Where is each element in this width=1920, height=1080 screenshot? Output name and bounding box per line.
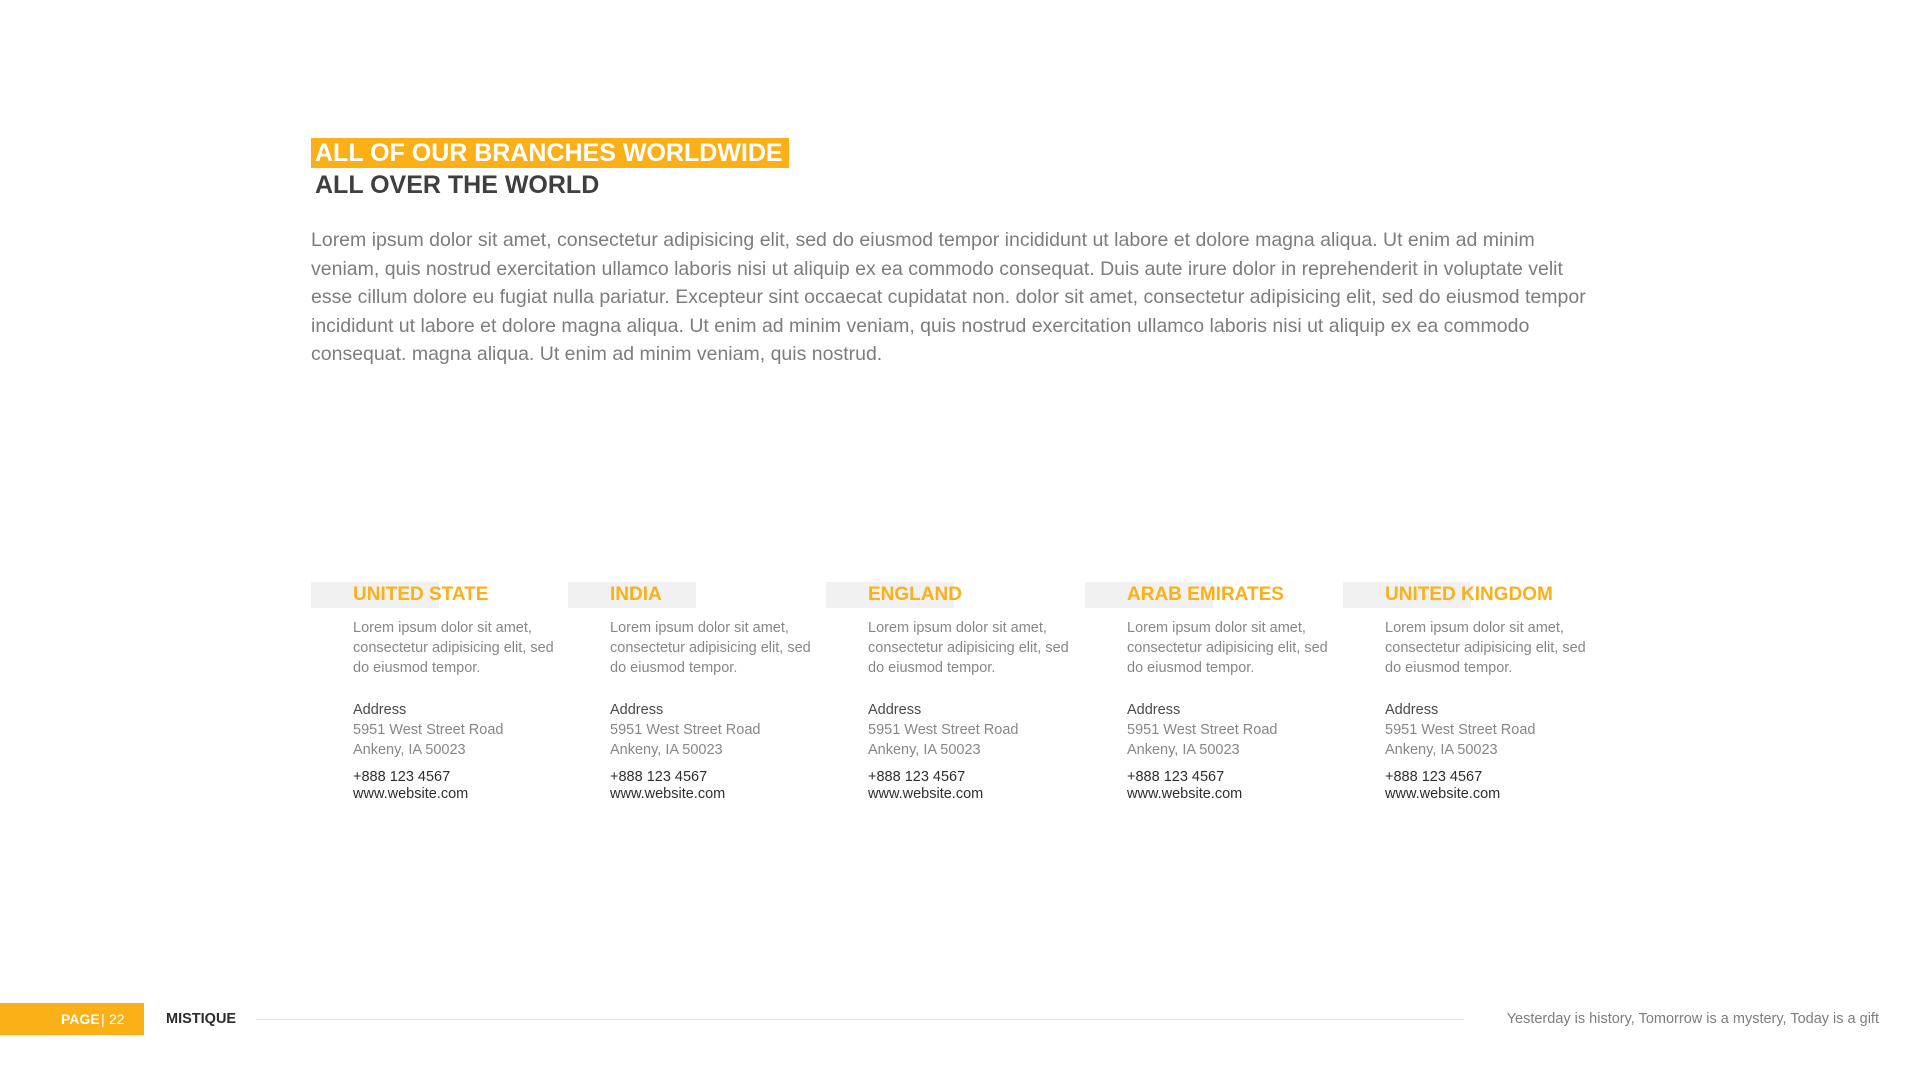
branch-website: www.website.com — [868, 786, 984, 802]
branch-website: www.website.com — [610, 786, 726, 802]
branch-description: Lorem ipsum dolor sit amet, consectetur adipisicing elit, sed do eiusmod tempor. — [610, 620, 811, 676]
footer-quote: Yesterday is history, Tomorrow is a mystery, Today is a gift — [1506, 1011, 1879, 1027]
branch-name: UNITED KINGDOM — [1385, 584, 1553, 605]
brand-name: MISTIQUE — [166, 1011, 237, 1027]
branch-phone: +888 123 4567 — [353, 769, 451, 785]
branch-phone: +888 123 4567 — [610, 769, 708, 785]
branch-name: ENGLAND — [868, 584, 962, 605]
branch-address-label: Address — [353, 702, 407, 718]
branch-website: www.website.com — [353, 786, 469, 802]
branch-name: ARAB EMIRATES — [1127, 584, 1284, 605]
branch-name: UNITED STATE — [353, 584, 489, 605]
page-separator: | — [101, 1011, 105, 1027]
branch-address-line: 5951 West Street Road — [610, 722, 761, 738]
branch-description: Lorem ipsum dolor sit amet, consectetur adipisicing elit, sed do eiusmod tempor. — [868, 620, 1069, 676]
branch-phone: +888 123 4567 — [868, 769, 966, 785]
branch-phone: +888 123 4567 — [1385, 769, 1483, 785]
branch-card-united-kingdom — [1343, 582, 1593, 822]
branch-card-india — [568, 582, 818, 822]
branch-address-label: Address — [1385, 702, 1439, 718]
branch-address-line: Ankeny, IA 50023 — [1127, 742, 1240, 758]
page-subtitle: ALL OVER THE WORLD — [315, 171, 600, 199]
intro-paragraph: Lorem ipsum dolor sit amet, consectetur adipisicing elit, sed do eiusmod tempor incididunt ut labore et dolore magna aliqua. Ut enim ad minim veniam, quis nostrud exercitation ullamco laboris nisi ut aliquip ex ea commodo consequat. Duis aute irure dolor in reprehenderit in voluptate velit esse cillum dolore eu fugiat nulla pariatur. Excepteur sint occaecat cupidatat non. dolor sit amet, consectetur adipisicing elit, sed do eiusmod tempor incididunt ut labore et dolore magna aliqua. Ut enim ad minim veniam, quis nostrud exercitation ullamco laboris nisi ut aliquip ex ea commodo consequat. magna aliqua. Ut enim ad minim veniam, quis nostrud. — [311, 229, 1586, 365]
branch-website: www.website.com — [1385, 786, 1501, 802]
branch-address-line: Ankeny, IA 50023 — [610, 742, 723, 758]
branch-list — [311, 582, 1601, 822]
branch-address-line: 5951 West Street Road — [1385, 722, 1536, 738]
branch-address-label: Address — [1127, 702, 1181, 718]
branch-address-line: 5951 West Street Road — [868, 722, 1019, 738]
branch-address-label: Address — [610, 702, 664, 718]
branch-card-england — [826, 582, 1076, 822]
branch-address-line: 5951 West Street Road — [1127, 722, 1278, 738]
page-label: PAGE — [61, 1011, 100, 1027]
branch-card-arab-emirates — [1085, 582, 1335, 822]
branch-name: INDIA — [610, 584, 662, 605]
branch-description: Lorem ipsum dolor sit amet, consectetur adipisicing elit, sed do eiusmod tempor. — [1127, 620, 1328, 676]
page-number-badge — [0, 1003, 144, 1035]
footer-divider — [256, 1019, 1464, 1020]
branch-description: Lorem ipsum dolor sit amet, consectetur adipisicing elit, sed do eiusmod tempor. — [353, 620, 554, 676]
branch-description: Lorem ipsum dolor sit amet, consectetur adipisicing elit, sed do eiusmod tempor. — [1385, 620, 1586, 676]
page-title: ALL OF OUR BRANCHES WORLDWIDE — [311, 138, 789, 168]
page-number: 22 — [109, 1011, 125, 1027]
branch-address-label: Address — [868, 702, 922, 718]
branch-card-united-state — [311, 582, 561, 822]
branch-address-line: Ankeny, IA 50023 — [1385, 742, 1498, 758]
branch-address-line: Ankeny, IA 50023 — [868, 742, 981, 758]
branch-address-line: Ankeny, IA 50023 — [353, 742, 466, 758]
branch-phone: +888 123 4567 — [1127, 769, 1225, 785]
branch-address-line: 5951 West Street Road — [353, 722, 504, 738]
branch-website: www.website.com — [1127, 786, 1243, 802]
